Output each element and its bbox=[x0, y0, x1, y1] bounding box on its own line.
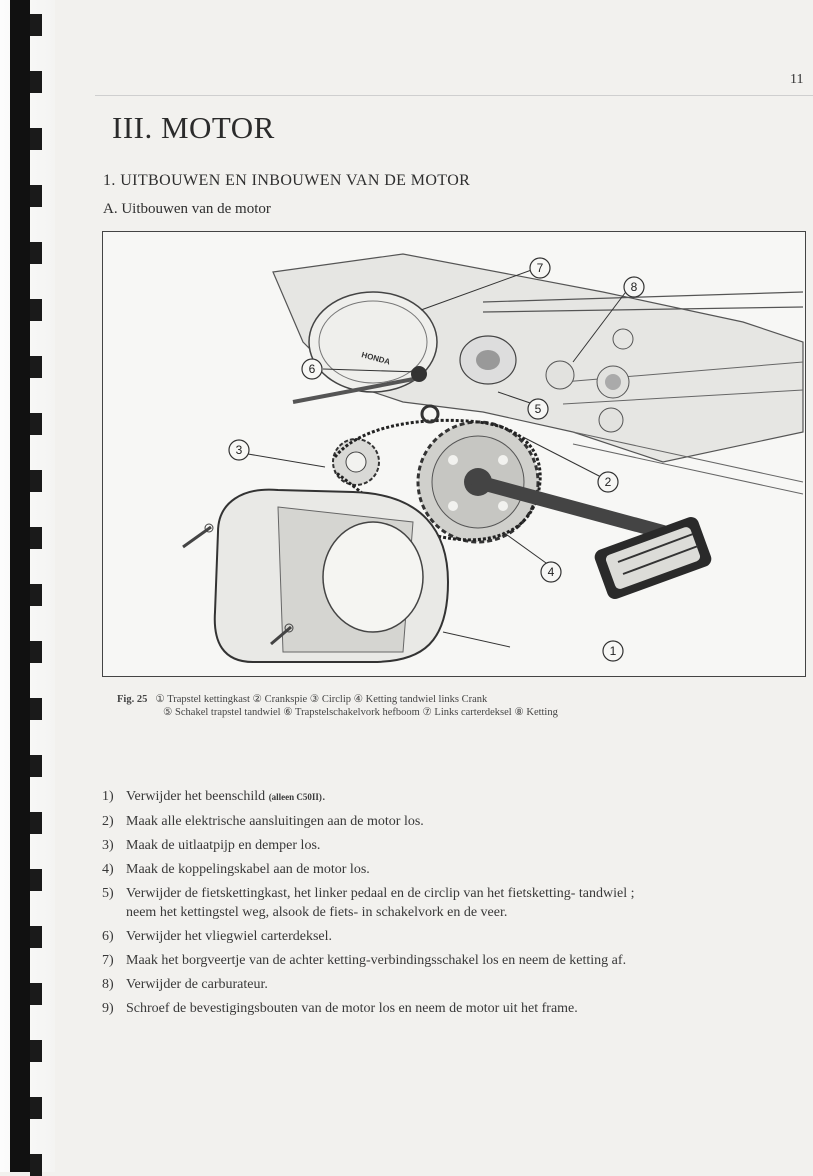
binding-hole bbox=[30, 869, 42, 891]
binding-hole bbox=[30, 698, 42, 720]
binding-hole bbox=[30, 1040, 42, 1062]
engine-drawing bbox=[103, 232, 805, 676]
callout-number-4: 4 bbox=[547, 565, 555, 579]
binding-hole bbox=[30, 641, 42, 663]
circlip bbox=[422, 406, 438, 422]
caption-text-2: ⑤ Schakel trapstel tandwiel ⑥ Trapstelschakelvork hefboom ⑦ Links carterdeksel ⑧ Ketting bbox=[163, 707, 558, 718]
step-number: 2) bbox=[102, 814, 114, 829]
figure-engine-illustration bbox=[102, 231, 806, 677]
binding-hole bbox=[30, 983, 42, 1005]
step-text-continued: neem het kettingstel weg, alsook de fiets- in schakelvork en de veer. bbox=[126, 905, 508, 920]
binding-hole bbox=[30, 356, 42, 378]
step-text: Verwijder de fietskettingkast, het linker pedaal en de circlip van het fietsketting- tandwiel ; bbox=[126, 886, 635, 901]
binding-hole bbox=[30, 584, 42, 606]
step-number: 8) bbox=[102, 977, 114, 992]
step-text: Verwijder het beenschild bbox=[126, 789, 269, 804]
instruction-step bbox=[102, 975, 813, 994]
callout-number-3: 3 bbox=[235, 443, 243, 457]
step-text: Schroef de bevestigingsbouten van de motor los en neem de motor uit het frame. bbox=[126, 1001, 578, 1016]
front-sprocket bbox=[333, 439, 379, 485]
binding-hole bbox=[30, 1097, 42, 1119]
step-number: 4) bbox=[102, 862, 114, 877]
step-number: 9) bbox=[102, 1001, 114, 1016]
binding-spine bbox=[10, 0, 30, 1172]
instruction-step bbox=[102, 836, 813, 855]
step-number: 7) bbox=[102, 953, 114, 968]
step-number: 3) bbox=[102, 838, 114, 853]
binding-hole bbox=[30, 299, 42, 321]
binding-hole bbox=[30, 812, 42, 834]
step-number: 6) bbox=[102, 929, 114, 944]
step-text: Maak het borgveertje van de achter ketting-verbindingsschakel los en neem de ketting af. bbox=[126, 953, 627, 968]
callout-number-2: 2 bbox=[604, 475, 612, 489]
header-rule bbox=[95, 95, 813, 96]
caption-line-1 bbox=[117, 693, 558, 706]
step-note: (alleen C50II) bbox=[268, 792, 322, 802]
step-tail: . bbox=[321, 789, 326, 804]
callout-number-6: 6 bbox=[308, 362, 316, 376]
callout-number-7: 7 bbox=[536, 261, 544, 275]
step-text: Maak alle elektrische aansluitingen aan de motor los. bbox=[126, 814, 424, 829]
step-text: Verwijder het vliegwiel carterdeksel. bbox=[126, 929, 333, 944]
binding-hole bbox=[30, 128, 42, 150]
instruction-step bbox=[102, 787, 813, 807]
binding-hole bbox=[30, 14, 42, 36]
binding-hole bbox=[30, 413, 42, 435]
subsection-title: A. Uitbouwen van de motor bbox=[103, 201, 271, 217]
caption-text-1: ① Trapstel kettingkast ② Crankspie ③ Circlip ④ Ketting tandwiel links Crank bbox=[155, 694, 488, 705]
callout-number-8: 8 bbox=[630, 280, 638, 294]
instruction-step bbox=[102, 951, 813, 970]
step-number: 5) bbox=[102, 886, 114, 901]
binding-hole bbox=[30, 242, 42, 264]
step-text: Maak de uitlaatpijp en demper los. bbox=[126, 838, 321, 853]
figure-caption bbox=[117, 693, 558, 719]
binding-hole bbox=[30, 1154, 42, 1176]
instruction-step bbox=[102, 884, 813, 922]
section-title: 1. UITBOUWEN EN INBOUWEN VAN DE MOTOR bbox=[103, 172, 471, 189]
instruction-list bbox=[102, 787, 813, 1023]
instruction-step bbox=[102, 860, 813, 879]
binding-hole bbox=[30, 470, 42, 492]
caption-label: Fig. 25 bbox=[117, 694, 148, 705]
instruction-step bbox=[102, 999, 813, 1018]
step-number: 1) bbox=[102, 789, 114, 804]
callout-number-1: 1 bbox=[609, 644, 617, 658]
binding-hole bbox=[30, 185, 42, 207]
screw-upper bbox=[183, 524, 213, 547]
callout-number-5: 5 bbox=[534, 402, 542, 416]
binding-hole bbox=[30, 755, 42, 777]
binding-hole bbox=[30, 527, 42, 549]
binding-hole bbox=[30, 926, 42, 948]
binding-hole bbox=[30, 71, 42, 93]
step-text: Verwijder de carburateur. bbox=[126, 977, 268, 992]
instruction-step bbox=[102, 927, 813, 946]
chapter-title: III. MOTOR bbox=[112, 110, 275, 145]
page-number: 11 bbox=[790, 72, 804, 87]
instruction-step bbox=[102, 812, 813, 831]
honda-logo: HONDA bbox=[360, 350, 392, 367]
step-text: Maak de koppelingskabel aan de motor los. bbox=[126, 862, 370, 877]
